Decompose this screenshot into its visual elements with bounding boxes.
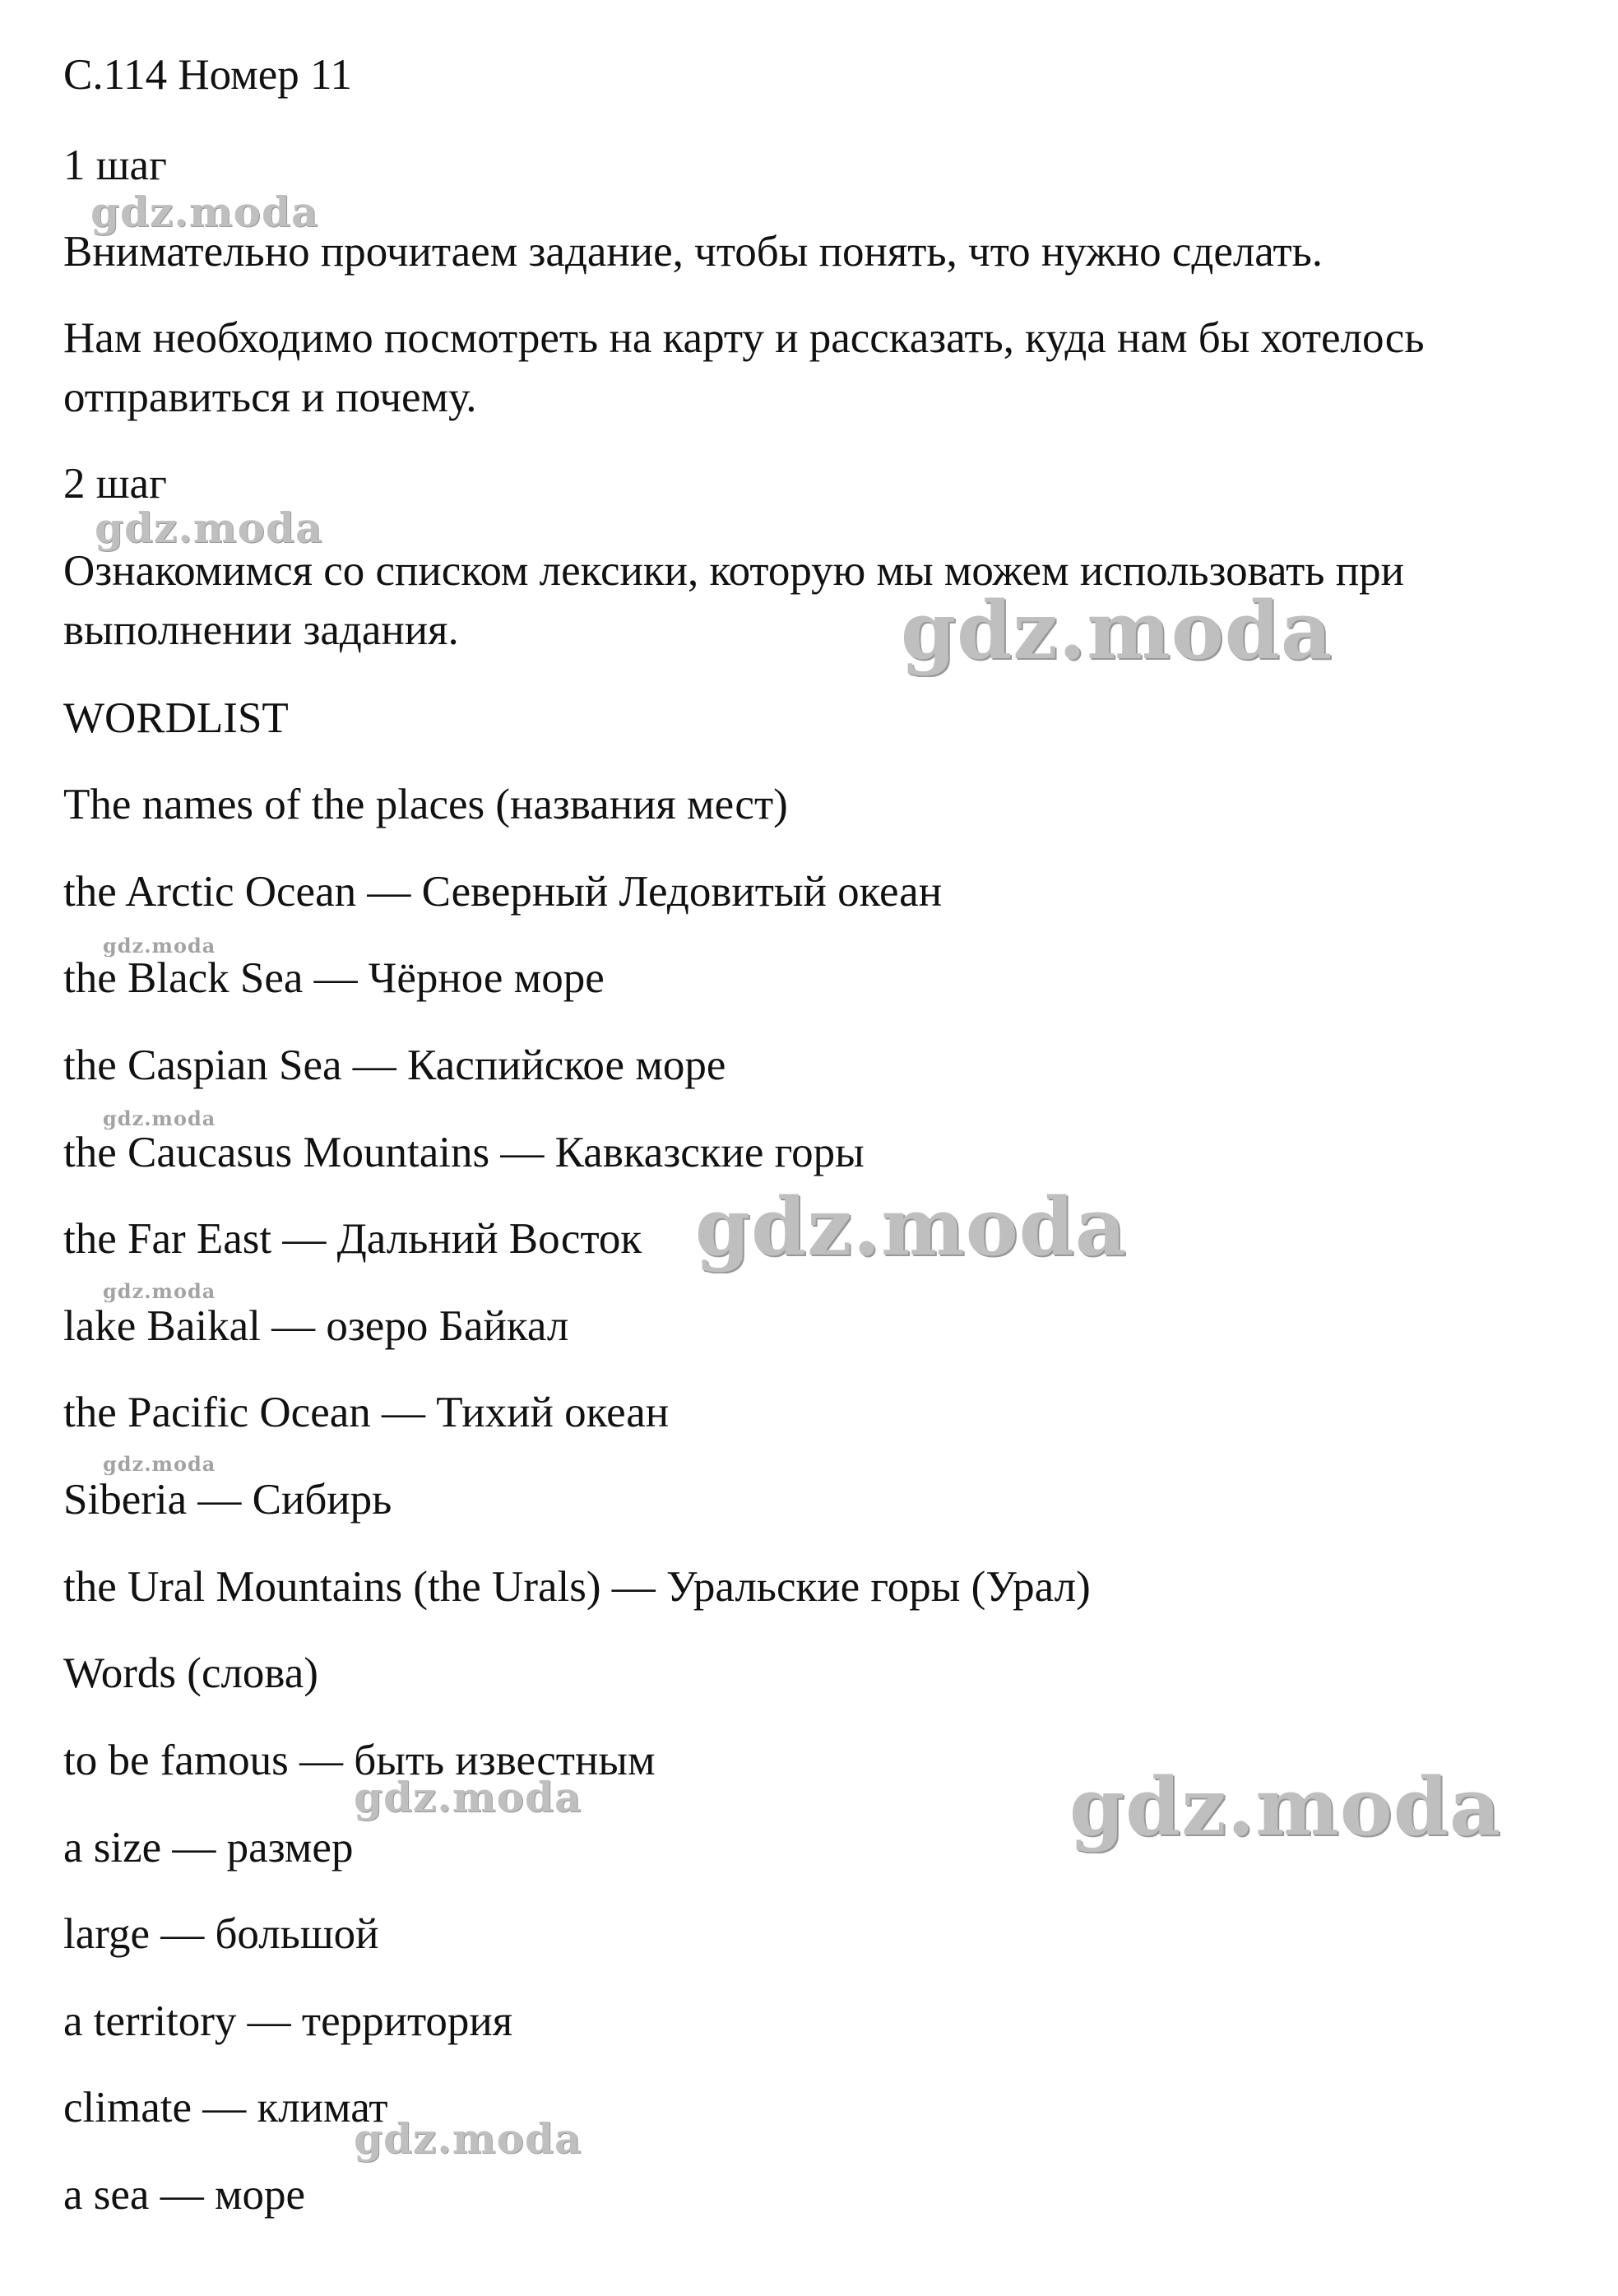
- places-heading: The names of the places (названия мест): [63, 781, 788, 828]
- wordlist-item: a size — размер: [63, 1824, 354, 1872]
- wordlist-item: to be famous — быть известным: [63, 1737, 656, 1784]
- wordlist-item: lake Baikal — озеро Байкал: [63, 1302, 569, 1350]
- watermark: gdz.moda: [90, 188, 319, 236]
- step-1-text2-line2: отправиться и почему.: [63, 373, 477, 421]
- watermark: gdz.moda: [1069, 1760, 1502, 1853]
- wordlist-item: Siberia — Сибирь: [63, 1476, 392, 1524]
- wordlist-item: the Caucasus Mountains — Кавказские горы: [63, 1129, 865, 1176]
- watermark: gdz.moda: [103, 1279, 216, 1303]
- step-2-text-line2: выполнении задания.: [63, 606, 459, 654]
- page-reference: С.114 Номер 11: [63, 51, 352, 99]
- step-2-label: 2 шаг: [63, 460, 167, 508]
- watermark: gdz.moda: [95, 503, 323, 552]
- wordlist-item: the Ural Mountains (the Urals) — Уральские горы (Урал): [63, 1563, 1091, 1611]
- wordlist-item: the Caspian Sea — Каспийское море: [63, 1041, 726, 1089]
- wordlist-title: WORDLIST: [63, 694, 289, 742]
- step-2-text-line1: Ознакомимся со списком лексики, которую мы можем использовать при: [63, 547, 1404, 595]
- watermark: gdz.moda: [103, 1106, 216, 1130]
- step-1-text2-line1: Нам необходимо посмотреть на карту и рассказать, куда нам бы хотелось: [63, 314, 1425, 362]
- words-heading: Words (слова): [63, 1649, 318, 1697]
- wordlist-item: climate — климат: [63, 2084, 388, 2131]
- watermark: gdz.moda: [354, 1773, 582, 1821]
- wordlist-item: the Arctic Ocean — Северный Ледовитый океан: [63, 868, 943, 916]
- step-1-text: Внимательно прочитаем задание, чтобы понять, что нужно сделать.: [63, 228, 1324, 276]
- wordlist-item: large — большой: [63, 1910, 379, 1958]
- wordlist-item: the Pacific Ocean — Тихий океан: [63, 1389, 670, 1436]
- wordlist-item: the Far East — Дальний Восток: [63, 1215, 642, 1263]
- wordlist-item: a territory — территория: [63, 1997, 513, 2045]
- watermark: gdz.moda: [901, 584, 1333, 677]
- watermark: gdz.moda: [695, 1180, 1128, 1273]
- wordlist-item: the Black Sea — Чёрное море: [63, 954, 605, 1002]
- watermark: gdz.moda: [354, 2114, 582, 2163]
- wordlist-item: a sea — море: [63, 2171, 306, 2219]
- watermark: gdz.moda: [103, 1452, 216, 1476]
- watermark: gdz.moda: [103, 934, 216, 958]
- step-1-label: 1 шаг: [63, 141, 167, 189]
